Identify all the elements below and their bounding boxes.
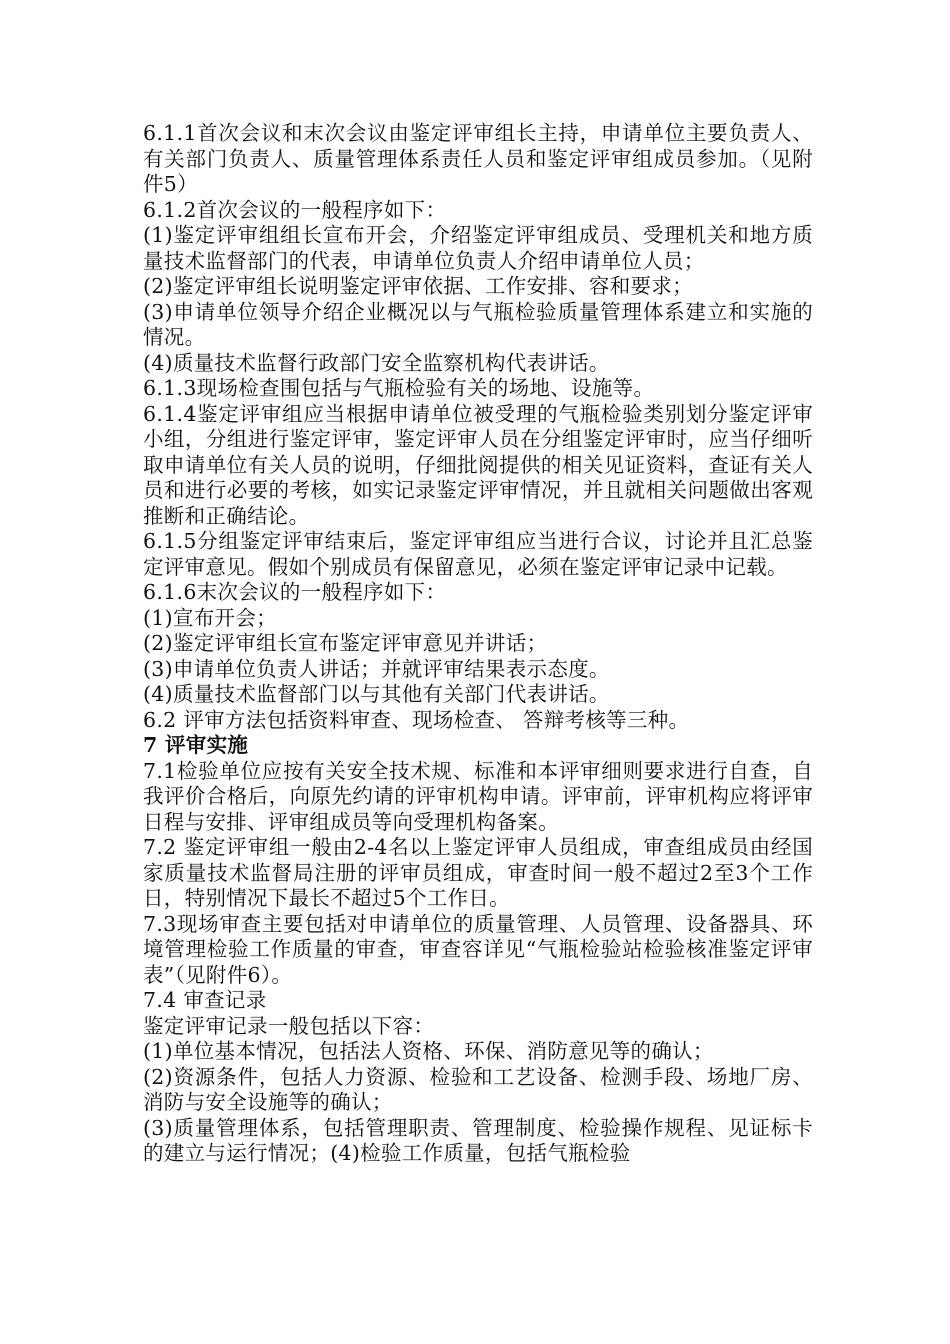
list-item-opening-4: (4)质量技术监督行政部门安全监察机构代表讲话。 — [143, 350, 610, 375]
list-item-closing-2: (2)鉴定评审组长宣布鉴定评审意见并讲话； — [143, 631, 548, 655]
paragraph-6-1-4: 6.1.4鉴定评审组应当根据申请单位被受理的气瓶检验类别划分鉴定评审小组，分组进行鉴定评审，鉴定评审人员在分组鉴定评审时，应当仔细听取申请单位有关人员的说明，仔细批阅提供的相关见证资料，查证有关人员和进行必要的考核，如实记录鉴定评审情况，并且就相关问题做出客观推断和正确结论。 — [143, 401, 813, 528]
list-item-closing-3: (3)申请单位负责人讲话；并就评审结果表示态度。 — [143, 656, 610, 681]
list-item-opening-3: (3)申请单位领导介绍企业概况以与气瓶检验质量管理体系建立和实施的情况。 — [143, 299, 813, 349]
list-item-closing-1: (1)宣布开会； — [143, 605, 277, 630]
paragraph-6-1-1: 6.1.1首次会议和末次会议由鉴定评审组长主持，申请单位主要负责人、有关部门负责人、质量管理体系责任人员和鉴定评审组成员参加。（见附件5） — [143, 121, 813, 196]
paragraph-7-4: 7.4 审查记录 — [143, 988, 267, 1012]
list-item-opening-1: (1)鉴定评审组组长宣布开会，介绍鉴定评审组成员、受理机关和地方质量技术监督部门的代表，申请单位负责人介绍申请单位人员； — [143, 223, 813, 273]
list-item-record-1: (1)单位基本情况，包括法人资格、环保、消防意见等的确认； — [143, 1039, 714, 1063]
paragraph-record-intro: 鉴定评审记录一般包括以下容： — [143, 1013, 435, 1038]
paragraph-6-1-2: 6.1.2首次会议的一般程序如下： — [143, 197, 447, 222]
paragraph-7-2: 7.2 鉴定评审组一般由2-4名以上鉴定评审人员组成，审查组成员由经国家质量技术监督局注册的评审员组成，审查时间一般不超过2至3个工作日，特别情况下最长不超过5个工作日。 — [143, 835, 813, 910]
paragraph-7-3: 7.3现场审查主要包括对申请单位的质量管理、人员管理、设备器具、环境管理检验工作质量的审查，审查容详见“气瓶检验站检验核准鉴定评审表”（见附件6）。 — [143, 911, 813, 987]
paragraph-7-1: 7.1检验单位应按有关安全技术规、标准和本评审细则要求进行自查，自我评价合格后，向原先约请的评审机构申请。评审前，评审机构应将评审日程与安排、评审组成员等向受理机构备案。 — [143, 758, 813, 834]
paragraph-6-2: 6.2 评审方法包括资料审查、现场检查、 答辩考核等三种。 — [143, 707, 690, 732]
list-item-record-3: (3)质量管理体系，包括管理职责、管理制度、检验操作规程、见证标卡的建立与运行情况；(4)检验工作质量，包括气瓶检验 — [143, 1115, 813, 1165]
paragraph-6-1-3: 6.1.3现场检查围包括与气瓶检验有关的场地、设施等。 — [143, 376, 655, 400]
paragraph-6-1-5: 6.1.5分组鉴定评审结束后，鉴定评审组应当进行合议，讨论并且汇总鉴定评审意见。假如个别成员有保留意见，必须在鉴定评审记录中记载。 — [143, 529, 813, 579]
paragraph-6-1-6: 6.1.6末次会议的一般程序如下： — [143, 580, 447, 604]
list-item-closing-4: (4)质量技术监督部门以与其他有关部门代表讲话。 — [143, 682, 610, 706]
list-item-opening-2: (2)鉴定评审组长说明鉴定评审依据、工作安排、容和要求； — [143, 274, 693, 298]
section-heading-7: 7 评审实施 — [143, 733, 249, 757]
list-item-record-2: (2)资源条件，包括人力资源、检验和工艺设备、检测手段、场地厂房、消防与安全设施等的确认； — [143, 1064, 813, 1114]
document-page — [143, 121, 813, 1167]
